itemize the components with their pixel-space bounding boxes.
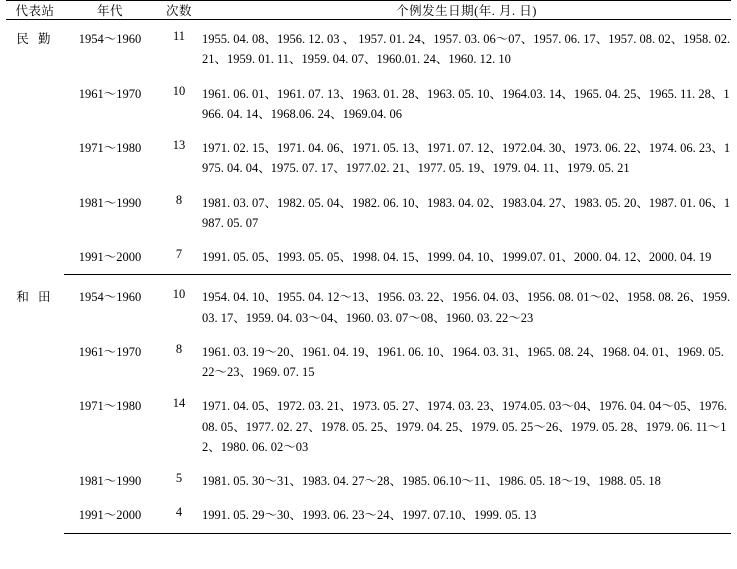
decade-label: 1991～2000 (64, 240, 156, 275)
table-header (6, 1, 731, 20)
count-value: 5 (175, 471, 183, 485)
count-value: 10 (172, 83, 186, 98)
count-value: 14 (172, 396, 186, 411)
decade-label: 1954～1960 (78, 290, 142, 305)
column-header-station: 代表站 (6, 1, 64, 20)
decade-label: 1961～1970 (78, 86, 142, 101)
dates-list: 1991. 05. 05、1993. 05. 05、1998. 04. 15、1999. 04. 10、1999.07. 01、2000. 04. 12、2000. 04. 19 (202, 240, 731, 275)
dates-list: 1955. 04. 08、1956. 12. 03 、 1957. 01. 24、1957. 03. 06～07、1957. 06. 17、1957. 08. 02、1958. 02. 21、1959. 01. 11、1959. 04. 07、1960.01. 24、1960. 12. 10 (202, 32, 731, 67)
decade-label: 1961～1970 (78, 344, 142, 359)
decade-label: 1971～1980 (78, 399, 142, 414)
station-name-hetian: 和 田 (16, 290, 54, 305)
table-row (6, 131, 731, 186)
table-row (6, 22, 731, 77)
decade-label: 1981～1990 (78, 195, 142, 210)
table-row (6, 389, 731, 464)
decade-label: 1954～1960 (78, 32, 142, 46)
column-header-decade: 年代 (64, 1, 156, 20)
count-value: 8 (175, 341, 183, 356)
dates-list: 1961. 03. 19～20、1961. 04. 19、1961. 06. 10、1964. 03. 31、1965. 08. 24、1968. 04. 01、1969. 05. 22～23、1969. 07. 15 (202, 344, 724, 379)
column-header-dates: 个例发生日期(年. 月. 日) (202, 1, 731, 20)
count-value: 11 (172, 29, 186, 43)
table-row (6, 335, 731, 390)
decade-label: 1971～1980 (78, 141, 142, 155)
decade-label: 1991～2000 (64, 498, 156, 533)
dates-list: 1954. 04. 10、1955. 04. 12～13、1956. 03. 22、1956. 04. 03、1956. 08. 01～02、1958. 08. 26、1959. 03. 17、1959. 04. 03～04、1960. 03. 07～08、1960. 03. 22～23 (202, 290, 731, 325)
count-value: 8 (175, 192, 183, 207)
dates-list: 1981. 05. 30～31、1983. 04. 27～28、1985. 06.10～11、1986. 05. 18～19、1988. 05. 18 (202, 474, 661, 488)
dates-list: 1981. 03. 07、1982. 05. 04、1982. 06. 10、1983. 04. 02、1983.04. 27、1983. 05. 20、1987. 01. 06、1987. 05. 07 (202, 195, 731, 230)
count-value: 4 (156, 498, 202, 533)
table-row (6, 498, 731, 533)
table-row (6, 186, 731, 241)
table-body-hetian (6, 275, 731, 533)
table-body-minqin (6, 20, 731, 275)
column-header-count: 次数 (156, 1, 202, 20)
dates-list: 1991. 05. 29～30、1993. 06. 23～24、1997. 07.10、1999. 05. 13 (202, 498, 731, 533)
dates-list: 1971. 04. 05、1972. 03. 21、1973. 05. 27、1974. 03. 23、1974.05. 03～04、1976. 04. 04～05、1976. 08. 05、1977. 02. 27、1978. 05. 25、1979. 04. 25、1979. 05. 25～26、1979. 05. 28、1979. 06. 11～12、1980. 06. 02～03 (202, 399, 728, 454)
table-row (6, 77, 731, 132)
dates-list: 1971. 02. 15、1971. 04. 06、1971. 05. 13、1971. 07. 12、1972.04. 30、1973. 06. 22、1974. 06. 23、1975. 04. 04、1975. 07. 17、1977.02. 21、1977. 05. 19、1979. 04. 11、1979. 05. 21 (202, 141, 731, 176)
count-value: 10 (172, 287, 186, 302)
station-name-minqin: 民 勤 (16, 32, 54, 46)
table-row (6, 280, 731, 335)
table-row (6, 240, 731, 275)
count-value: 7 (156, 240, 202, 275)
dates-list: 1961. 06. 01、1961. 07. 13、1963. 01. 28、1963. 05. 10、1964.03. 14、1965. 04. 25、1965. 11. 28、1966. 04. 14、1968.06. 24、1969.04. 06 (202, 86, 730, 121)
statistics-table (6, 0, 731, 534)
count-value: 13 (172, 138, 186, 152)
table-row (6, 464, 731, 498)
decade-label: 1981～1990 (78, 474, 142, 488)
